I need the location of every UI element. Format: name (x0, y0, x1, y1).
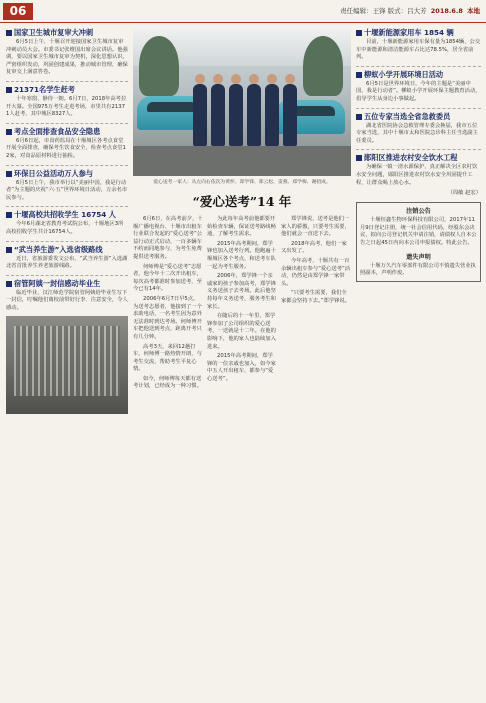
photo-caption: 爱心送考一家人：从左向右依次为黄怀、郑学锋、郑云松、雷燕、郑学梅、谢招成。 (153, 180, 331, 185)
brief-body: 6月5日上午，我市举行以“美丽中国，我是行动者”为主题的庆祝“六·五”世界环境日活动，万余名市民参与。 (6, 179, 128, 201)
brief-title: 国家卫生城市复审大冲刺 (14, 28, 94, 37)
brief-body: 6月5日是世界环境日，今年的主题是“美丽中国，我是行动者”。柳蚁小学开展环保主题教育活动，倡导学生从身边小事做起。 (356, 80, 481, 102)
bullet-icon (356, 114, 362, 120)
brief-body: 为确保一镇一清水源保护，真正解决全区农村饮水安全问题，郧阳区推进农村饮水安全巩固提升工程，让群众喝上放心水。 (356, 164, 478, 186)
byline: （周敏 赵宏） (447, 190, 481, 197)
bullet-icon (6, 171, 12, 177)
notice-body: 十堰恒鑫生物环保科技有限公司，2017年11月9日登记注册，统一社会信用代码，经股东会决议，拟向公司登记机关申请注销，请债权人自本公告之日起45日内向本公司申报债权。特此公告。 (360, 217, 477, 246)
page-number: 06 (3, 3, 33, 20)
paragraph: 2006年，郑学锋一个亲戚家的孩子参加高考，郑学锋义务送孩子去考场。此后他坚持每年义务送考，服务考生和家长。 (207, 273, 276, 310)
brief-article (6, 127, 128, 161)
paragraph: 2015年高考期间，郑学锋的一位亲戚也加入，如今家中五人开出租车，都参与“爱心送考”。 (207, 353, 276, 382)
bullet-icon (6, 281, 12, 287)
family-photo (133, 26, 351, 176)
brief-title: 郧阳区推进农村安全饮水工程 (364, 153, 458, 163)
bullet-icon (6, 129, 12, 135)
tree-shape (139, 36, 179, 96)
divider (6, 206, 128, 207)
paragraph: “只要考生需要，我们全家都会坚持下去。”郑学锋说。 (281, 290, 350, 304)
brief-article (356, 153, 481, 196)
divider (6, 165, 128, 166)
paragraph: 6月6日，在高考前夕，十堰广播电视台、十堰市出租车行业联合发起的“爱心送考”公益行动正式启动，一百多辆车不约而同地参与，为考生免费提供送考服务。 (133, 216, 203, 260)
notice-box (356, 202, 481, 282)
main-headline: “爱心送考”14 年 (192, 194, 292, 209)
paragraph: 在随后的十一年里，郑学锋参加了公司组织的爱心送考，一送就是十二年。在他的影响下，他的家人也陆续加入进来。 (207, 313, 276, 350)
divider (6, 123, 128, 124)
brief-article (6, 169, 128, 203)
brief-body: 目前，十堰新能源家用车保有量为1854辆，公交车中新能源和清洁能源车占比达78.5%，居全省前列。 (356, 39, 481, 61)
brief-body: 近日，省旅游委发文公布，“武当养生游”入选湖北省首批养生养老旅游线路。 (6, 255, 128, 270)
brief-body: 十年寒窗，静待一朝。6月7日，2018年高考拉开大幕。全国975万考生走进考场，市里共有21371人赶考，其中城区8327人。 (6, 95, 127, 118)
paragraph: 2015年高考期间，郑学锋也加入送考行列。他跑遍十堰城区各个考点，和送考车队一起为考生服务。 (207, 240, 276, 270)
person-shape (247, 84, 261, 146)
bullet-icon (6, 87, 12, 93)
paragraph: 郑学锋说，送考是他们一家人的骄傲，只要考生需要，他们就会一直送下去。 (281, 216, 350, 238)
bullet-icon (356, 155, 362, 161)
bullet-icon (6, 30, 12, 36)
person-shape (211, 84, 225, 146)
brief-title: 宿管阿姨一封信感动毕业生 (14, 278, 101, 288)
masthead-info (340, 6, 480, 15)
tree-shape (303, 36, 343, 96)
brief-article (6, 245, 128, 271)
brief-title: 21371名学生赶考 (14, 84, 75, 94)
notice-body: 十堰万久汽车零部件有限公司不慎遗失营业执照副本，声明作废。 (360, 262, 476, 277)
right-column (356, 26, 481, 698)
divider (356, 108, 481, 109)
date: 2018.6.8 (430, 7, 463, 15)
bullet-icon (6, 247, 12, 253)
section-name: 本地 (467, 7, 480, 15)
paragraph: 高考3天，来回12趟打车，何师傅一路热情开朗，与考生交流，帮助考生平复心情。 (133, 343, 202, 373)
brief-article (6, 28, 128, 77)
brief-title: 五位专家当选全省急救委员 (364, 111, 451, 121)
brief-article (356, 112, 481, 146)
divider (6, 275, 128, 276)
divider (6, 241, 128, 242)
center-column (133, 26, 351, 698)
brief-body: 湖北省医院协会急救管理专委会换届，我市五位专家当选，其中十堰市太和医院急诊科主任当选副主任委员。 (356, 122, 478, 144)
divider (6, 81, 128, 82)
letter-photo (6, 316, 128, 414)
person-shape (193, 84, 207, 146)
brief-article (6, 85, 128, 119)
left-column (6, 26, 128, 698)
person-shape (283, 84, 297, 146)
paragraph: 2006年6月7日早5点，为送考志愿者，他接到了一个求助电话，一名考生因为意外无法准时到达考场。何师傅开车把他送到考点，距离开考只有几分钟。 (133, 295, 202, 340)
editors: 责任编辑：王锋 版式：吕大芳 (340, 7, 427, 15)
paragraph: 为此每年高考前他都要开始检查车辆，保证送考路线畅通，了解考生需求。 (207, 216, 276, 238)
notice-title: 注销公告 (406, 208, 431, 216)
bullet-icon (356, 30, 362, 36)
bullet-icon (6, 212, 12, 218)
brief-body: 临近毕业，汉江师范学院宿管阿姨给毕业生写下一封信，叮嘱他们离校前带好行李、注意安全，令人感动。 (6, 289, 128, 311)
brief-title: 十堰高校共招收学生 16754 人 (14, 210, 116, 220)
brief-body: 6月6日起，市食药监局在十堰城区各考点食堂开展全面排查，确保考生饮食安全，检查考点食堂12家，对食品原材料进行抽检。 (6, 137, 126, 159)
brief-article (6, 279, 128, 313)
brief-body: 今年6月湖北省教育考试院公布，十堰地区3所高校招收学生共计16754人。 (6, 221, 124, 235)
divider (356, 66, 481, 67)
brief-title: 十堰新能源家用车 1854 辆 (364, 28, 454, 37)
divider (356, 149, 481, 150)
brief-article (6, 210, 128, 236)
notice-title: 遗失声明 (406, 253, 431, 261)
paragraph: 如今，何师傅每天都有送考计划，已经成为一种习惯。 (133, 375, 202, 390)
person-shape (265, 84, 279, 146)
main-article-body (133, 216, 351, 393)
masthead (0, 0, 486, 23)
brief-title: 柳蚁小学开展环境日活动 (364, 69, 444, 79)
person-shape (229, 84, 243, 146)
brief-article (356, 70, 481, 104)
bullet-icon (356, 72, 362, 78)
paragraph: 今年高考，十堰共有一百余辆出租车参与“爱心送考”活动，仍然是由郑学锋一家带头。 (281, 257, 351, 287)
brief-article (356, 28, 481, 62)
brief-title: 考点全面排查食品安全隐患 (14, 126, 101, 136)
paragraph: 2018年高考，他们一家又出发了。 (281, 240, 347, 255)
brief-body: 6月5日上午，十堰召开迎接国家卫生城市复审冲刺动员大会。市委书记张维国出席会议讲话。他强调，要以国家卫生城市复审为契机，深化思想认识，严密组织发动，巩固创建成果，推动城市管理，确保复审交上满意答卷。 (6, 39, 128, 76)
brief-title: “武当养生游”入选省级路线 (14, 244, 103, 254)
brief-title: 环保日公益活动万人参与 (14, 168, 94, 178)
paragraph: 何师傅是“爱心送考”志愿者，他今年十二次开出租车，每次高考都准时参加送考，至今已有14年。 (133, 263, 202, 293)
